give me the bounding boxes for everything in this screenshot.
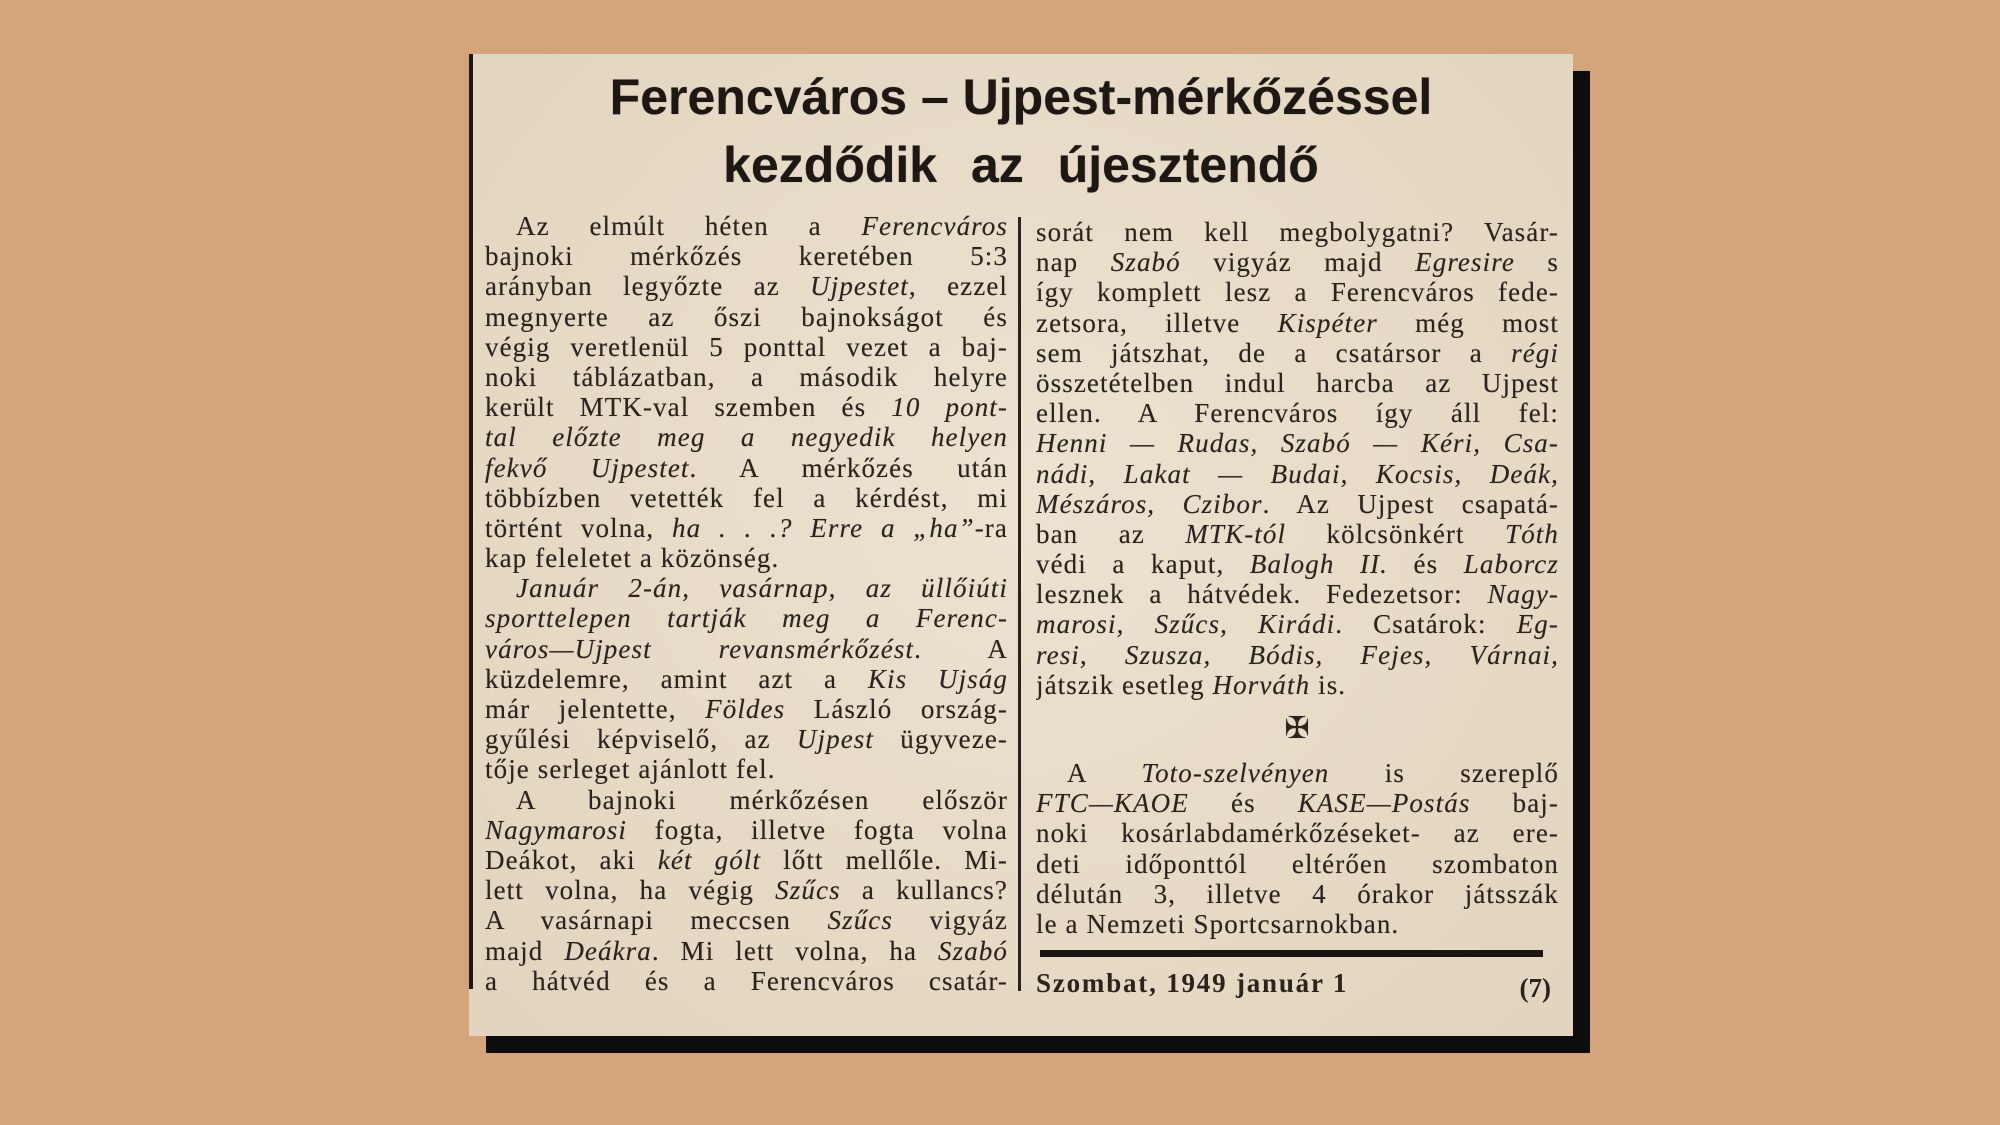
text-run: . A mérkőzés után	[689, 452, 1008, 483]
text-line	[485, 634, 1008, 664]
text-run: deti időponttól eltérően szombaton	[1036, 848, 1559, 879]
text-line	[1036, 308, 1559, 338]
text-line	[485, 271, 1008, 301]
text-run: lesznek a hátvédek. Fedezetsor:	[1036, 579, 1488, 610]
text-run: majd	[485, 935, 565, 966]
italic-text-run: Nagymarosi	[485, 814, 628, 845]
paragraph	[1036, 758, 1559, 939]
text-run: többízben vetették fel a kérdést, mi	[485, 482, 1008, 513]
text-line	[485, 936, 1008, 966]
text-line	[1036, 818, 1559, 848]
text-run: ügyveze-	[874, 724, 1008, 755]
italic-text-run: város—Ujpest revansmérkőzést	[485, 633, 915, 664]
italic-text-run: Henni — Rudas, Szabó — Kéri, Csa-	[1036, 428, 1559, 459]
article-column-left	[485, 211, 1008, 996]
text-line	[485, 332, 1008, 362]
text-line	[485, 302, 1008, 332]
paragraph	[485, 573, 1008, 784]
italic-text-run: Földes	[705, 694, 786, 724]
paragraph	[1036, 217, 1559, 700]
text-run: . Csatárok:	[1335, 609, 1517, 640]
italic-text-run: sporttelepen tartják meg a Ferenc-	[485, 603, 1008, 634]
text-line	[1036, 519, 1559, 549]
italic-text-run: 10 pont-	[891, 392, 1008, 423]
text-line	[1036, 398, 1559, 428]
text-line	[485, 724, 1008, 754]
text-line	[485, 543, 1008, 573]
italic-text-run: Laborcz	[1463, 549, 1559, 580]
text-run: és	[1388, 549, 1464, 580]
text-run: megnyerte az őszi bajnokságot és	[485, 301, 1008, 332]
text-run: végig veretlenül 5 ponttal vezet a baj-	[485, 331, 1008, 362]
text-line	[1036, 609, 1559, 639]
italic-text-run: Mészáros, Czibor	[1036, 488, 1263, 519]
italic-text-run: Tóth	[1505, 518, 1559, 549]
text-line	[1036, 879, 1559, 909]
text-line	[485, 483, 1008, 513]
italic-text-run: nádi, Lakat — Budai, Kocsis, Deák,	[1036, 458, 1559, 489]
text-run: lőtt mellőle. Mi-	[761, 844, 1008, 875]
italic-text-run: marosi, Szűcs, Kirádi	[1036, 609, 1336, 640]
text-line	[1036, 788, 1559, 818]
italic-text-run: Ujpest	[796, 724, 874, 755]
text-line	[1036, 849, 1559, 879]
text-line	[1036, 338, 1559, 368]
text-run: . Az Ujpest csapatá-	[1262, 488, 1559, 519]
text-run: délután 3, illetve 4 órakor játsszák	[1036, 878, 1559, 909]
article-column-right	[1036, 217, 1559, 939]
text-run: ellen. A Ferencváros így áll fel:	[1036, 398, 1559, 429]
text-run: történt volna,	[485, 512, 672, 543]
italic-text-run: tal előzte meg a negyedik helyen	[485, 422, 1008, 453]
issue-date: Szombat, 1949 január 1	[1036, 968, 1349, 998]
text-run: noki kosárlabdamérkőzéseket- az ere-	[1036, 818, 1559, 849]
italic-text-run: Ferencváros	[861, 211, 1008, 241]
text-run: védi a kaput,	[1036, 549, 1250, 580]
text-line	[485, 422, 1008, 452]
italic-text-run: MTK-tól	[1185, 518, 1287, 549]
text-run: Deákot, aki	[485, 844, 658, 875]
text-run: László ország-	[785, 694, 1008, 724]
text-run: már jelentette,	[485, 694, 706, 724]
text-run: a kullancs?	[840, 875, 1008, 906]
text-line	[485, 513, 1008, 543]
text-line	[1036, 670, 1559, 700]
text-run: került MTK-val szemben és	[485, 392, 892, 423]
text-line	[485, 211, 1008, 241]
text-run: Az elmúlt héten a	[516, 211, 862, 241]
italic-text-run: Egresire	[1415, 247, 1515, 278]
paragraph	[485, 785, 1008, 996]
text-line	[485, 966, 1008, 996]
italic-text-run: régi	[1511, 337, 1559, 368]
text-run: arányban legyőzte az	[485, 271, 811, 302]
italic-text-run: Horváth	[1212, 669, 1311, 700]
text-run: vigyáz	[892, 905, 1008, 936]
cross-ornament-icon: ✠	[1284, 711, 1311, 746]
text-run: küzdelemre, amint azt a	[485, 663, 868, 694]
text-run: bajnoki mérkőzés keretében 5:3	[485, 241, 1008, 272]
italic-text-run: Deákra	[564, 935, 652, 966]
text-run: is szereplő	[1329, 758, 1559, 788]
italic-text-run: Ujpestet	[810, 271, 909, 302]
italic-text-run: Szűcs	[775, 875, 841, 906]
text-line	[1036, 217, 1559, 247]
italic-text-run: Szabó	[937, 935, 1008, 966]
text-run: fogta, illetve fogta volna	[627, 814, 1008, 845]
text-run: , ezzel	[908, 271, 1008, 302]
text-run: is.	[1310, 669, 1347, 700]
italic-text-run: két gólt	[657, 844, 762, 875]
text-line	[485, 664, 1008, 694]
italic-text-run: Január 2-án, vasárnap, az üllőiúti	[516, 573, 1008, 604]
text-line	[1036, 489, 1559, 519]
text-run: zetsora, illetve	[1036, 307, 1278, 338]
text-run: a hátvéd és a Ferencváros csatár-	[485, 965, 1008, 996]
text-run: ban az	[1036, 518, 1186, 549]
footer-rule	[1040, 950, 1543, 957]
text-run: összetételben indul harcba az Ujpest	[1036, 367, 1559, 398]
italic-text-run: Kispéter	[1277, 307, 1378, 338]
italic-text-run: FTC—KAOE	[1036, 788, 1189, 819]
text-run: tője serleget ajánlott fel.	[485, 754, 776, 785]
italic-text-run: Szűcs	[827, 905, 893, 936]
left-edge-rule	[469, 54, 473, 989]
page-number: (7)	[1519, 973, 1551, 1003]
text-run: játszik esetleg	[1036, 669, 1213, 700]
italic-text-run: resi, Szusza, Bódis, Fejes, Várnai,	[1036, 639, 1559, 670]
italic-text-run: Toto-szelvényen	[1141, 758, 1330, 788]
text-line	[485, 815, 1008, 845]
headline-line-1: Ferencváros – Ujpest-mérkőzéssel	[609, 69, 1433, 125]
text-run: noki táblázatban, a második helyre	[485, 361, 1008, 392]
text-run: A	[1067, 758, 1142, 788]
text-run: s	[1514, 247, 1559, 278]
text-line	[485, 754, 1008, 784]
italic-text-run: Balogh II.	[1249, 549, 1389, 580]
text-run: . Mi lett volna, ha	[651, 935, 938, 966]
text-run: nap	[1036, 247, 1111, 278]
text-run: még most	[1377, 307, 1559, 338]
text-run: és	[1188, 788, 1298, 819]
newspaper-clipping	[469, 54, 1573, 1036]
text-line	[485, 785, 1008, 815]
text-run: így komplett lesz a Ferencváros fede-	[1036, 277, 1559, 308]
text-line	[485, 845, 1008, 875]
text-line	[485, 241, 1008, 271]
text-line	[1036, 909, 1559, 939]
text-run: le a Nemzeti Sportcsarnokban.	[1036, 908, 1400, 939]
text-run: A vasárnapi meccsen	[485, 905, 828, 936]
text-line	[485, 573, 1008, 603]
text-line	[485, 392, 1008, 422]
column-divider-rule	[1018, 217, 1021, 991]
text-line	[485, 694, 1008, 724]
text-run: baj-	[1470, 788, 1559, 819]
text-line	[1036, 459, 1559, 489]
text-line	[485, 905, 1008, 935]
italic-text-run: Szabó	[1110, 247, 1181, 278]
text-run: . A	[914, 633, 1008, 664]
text-line	[485, 362, 1008, 392]
text-run: sorát nem kell megbolygatni? Vasár-	[1036, 217, 1559, 247]
text-run: kap feleletet a közönség.	[485, 543, 780, 574]
text-line	[1036, 640, 1559, 670]
text-line	[1036, 247, 1559, 277]
italic-text-run: fekvő Ujpestet	[485, 452, 690, 483]
text-line	[485, 875, 1008, 905]
text-run: kölcsönkért	[1286, 518, 1506, 549]
paragraph	[485, 211, 1008, 573]
text-line	[1036, 428, 1559, 458]
text-line	[1036, 368, 1559, 398]
headline-line-2: kezdődik az újesztendő	[723, 137, 1319, 193]
italic-text-run: Eg-	[1516, 609, 1559, 640]
text-line	[1036, 758, 1559, 788]
italic-text-run: Kis Ujság	[867, 663, 1008, 694]
text-line	[1036, 549, 1559, 579]
text-run: lett volna, ha végig	[485, 875, 776, 906]
text-line	[485, 603, 1008, 633]
text-line	[1036, 277, 1559, 307]
italic-text-run: KASE—Postás	[1297, 788, 1471, 819]
text-line	[1036, 579, 1559, 609]
text-run: gyűlési képviselő, az	[485, 724, 797, 755]
text-line	[485, 453, 1008, 483]
italic-text-run: Nagy-	[1487, 579, 1559, 610]
italic-text-run: ha . . .? Erre a „ha”	[672, 512, 975, 543]
text-run: vigyáz majd	[1180, 247, 1416, 278]
text-run: A bajnoki mérkőzésen először	[516, 784, 1008, 815]
text-run: -ra	[974, 512, 1008, 543]
text-run: sem játszhat, de a csatársor a	[1036, 337, 1512, 368]
